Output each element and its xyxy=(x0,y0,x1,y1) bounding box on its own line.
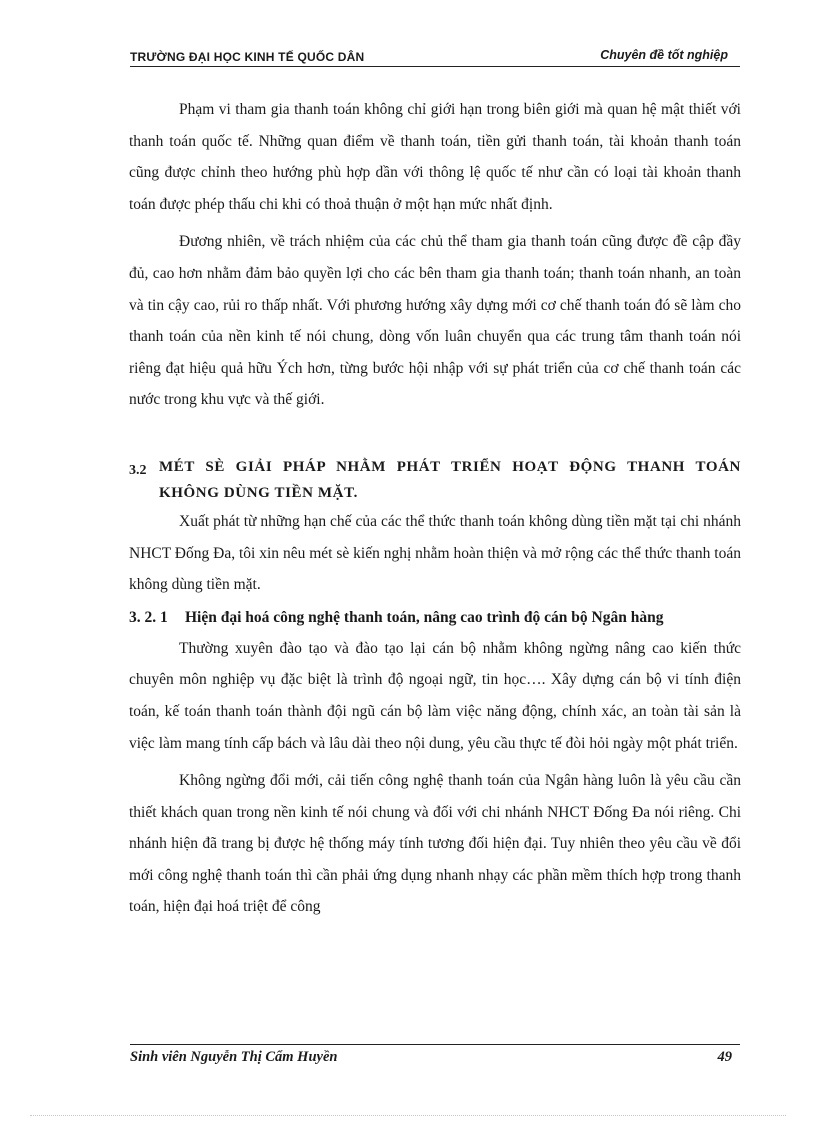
footer-author: Sinh viên Nguyễn Thị Cẩm Huyền xyxy=(130,1049,338,1065)
body-paragraph: Đương nhiên, về trách nhiệm của các chủ thể tham gia thanh toán cũng được đề cập đầy đủ, cao hơn nhằm đảm bảo quyền lợi cho các bên tham gia thanh toán; thanh toán nhanh, an toàn và tin cậy cao, rủi ro thấp nhất. Với phương hướng xây dựng mới cơ chế thanh toán đó sẽ làm cho thanh toán của nền kinh tế nói chung, dòng vốn luân chuyển qua các trung tâm thanh toán nói riêng đạt hiệu quả hữu Ých hơn, từng bước hội nhập với sự phát triển của cơ chế thanh toán các nước trong khu vực và thế giới. xyxy=(129,233,741,409)
body-paragraph: Thường xuyên đào tạo và đào tạo lại cán bộ nhằm không ngừng nâng cao kiến thức chuyên môn nghiệp vụ đặc biệt là trình độ ngoại ngữ, tin học…. Xây dựng cán bộ vi tính điện toán, kế toán thanh toán thành đội ngũ cán bộ làm việc năng động, chính xác, an toàn tài sản là việc làm mang tính cấp bách và lâu dài theo nội dung, yêu cầu thực tế đòi hỏi ngày một phát triển. xyxy=(129,639,741,752)
body-paragraph: Phạm vi tham gia thanh toán không chỉ giới hạn trong biên giới mà quan hệ mật thiết với thanh toán quốc tế. Những quan điểm về thanh toán, tiền gửi thanh toán, tài khoản thanh toán cũng được chỉnh theo hướng phù hợp dần với thông lệ quốc tế như cần có loại tài khoản thanh toán được phép thấu chi khi có thoả thuận ở một hạn mức nhất định. xyxy=(129,101,741,213)
subsection-title: Hiện đại hoá công nghệ thanh toán, nâng cao trình độ cán bộ Ngân hàng xyxy=(185,608,664,626)
subsection-heading xyxy=(129,603,741,633)
section-title: MÉT SÈ GIẢI PHÁP NHẰM PHÁT TRIỂN HOẠT ĐỘNG THANH TOÁN KHÔNG DÙNG TIỀN MẶT. xyxy=(159,458,741,501)
page-number: 49 xyxy=(717,1049,732,1065)
page-bottom-divider xyxy=(30,1115,786,1116)
section-intro-paragraph: Xuất phát từ những hạn chế của các thể thức thanh toán không dùng tiền mặt tại chi nhánh NHCT Đống Đa, tôi xin nêu mét sè kiến nghị nhằm hoàn thiện và mở rộng các thể thức thanh toán không dùng tiền mặt. xyxy=(129,512,741,594)
subsection-number: 3. 2. 1 xyxy=(129,608,168,626)
page-header xyxy=(130,48,740,67)
section-number: 3.2 xyxy=(129,462,147,478)
page-body xyxy=(129,94,741,923)
page-footer xyxy=(130,1044,740,1069)
section-heading xyxy=(129,454,741,506)
body-paragraph: Không ngừng đổi mới, cải tiến công nghệ thanh toán của Ngân hàng luôn là yêu cầu cần thiết khách quan trong nền kinh tế nói chung và đối với chi nhánh NHCT Đống Đa nói riêng. Chi nhánh hiện đã trang bị được hệ thống máy tính tương đối hiện đại. Tuy nhiên theo yêu cầu về đổi mới công nghệ thanh toán thì cần phải ứng dụng nhanh nhạy các phần mềm thích hợp trong thanh toán, hiện đại hoá triệt để công xyxy=(129,772,741,916)
header-school-name: TRƯỜNG ĐẠI HỌC KINH TẾ QUỐC DÂN xyxy=(130,50,365,64)
header-document-type: Chuyên đề tốt nghiệp xyxy=(600,48,728,62)
